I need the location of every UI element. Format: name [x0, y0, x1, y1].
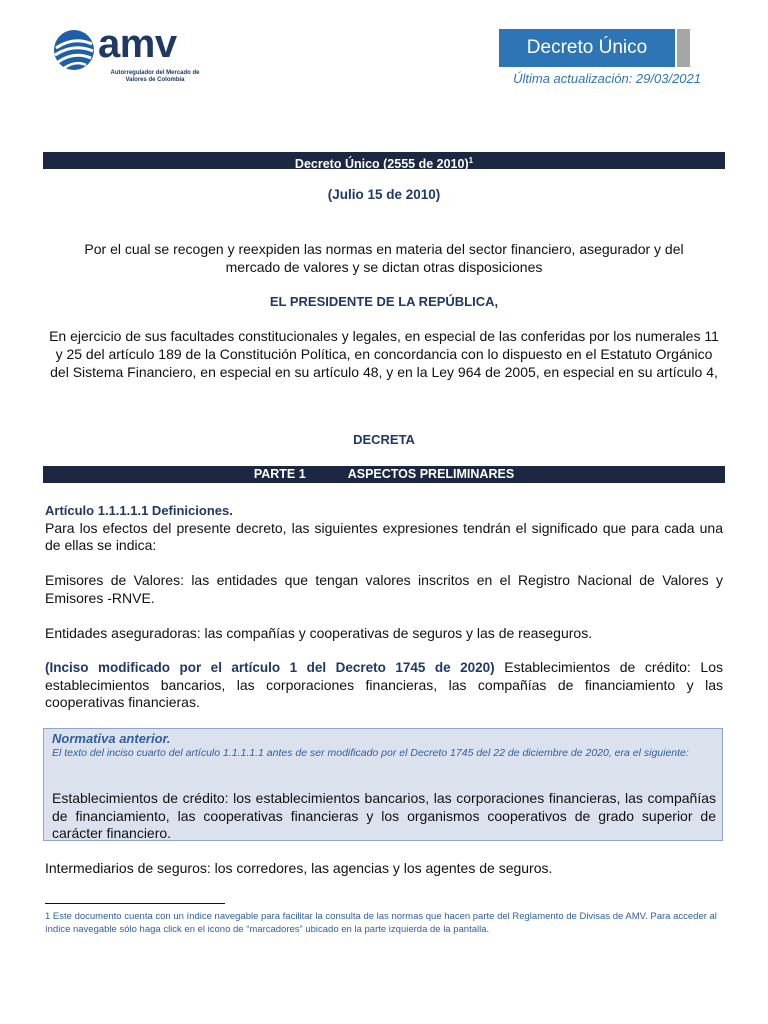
logo-tagline: Autorregulador del Mercado de Valores de Colombia [110, 70, 200, 83]
definition-credito [45, 659, 723, 712]
note-title: Normativa anterior. [52, 731, 171, 746]
footnote: 1 Este documento cuenta con un índice navegable para facilitar la consulta de las normas que hacen parte del Reglamento de Divisas de AMV. Para acceder al índice navegable sólo haga click en el icono de “marcadores” ubicado en la parte izquierda de la pantalla. [45, 911, 717, 935]
decree-purpose: Por el cual se recogen y reexpiden las normas en materia del sector financiero, asegurador y del mercado de valores y se dictan otras disposiciones [84, 241, 684, 275]
globe-icon [52, 28, 96, 72]
decreta-heading: DECRETA [353, 432, 415, 447]
note-body: Establecimientos de crédito: los establecimientos bancarios, las corporaciones financieras, las compañías de financiamiento, las cooperativas financieras y los organismos cooperativos de grado superior de carácter financiero. [52, 790, 716, 841]
title-text: Decreto Único (2555 de 2010) [294, 157, 469, 172]
part-number: PARTE 1 [253, 467, 306, 481]
note-subtitle: El texto del inciso cuarto del artículo 1.1.1.1.1 antes de ser modificado por el Decreto 1745 del 22 de diciembre de 2020, era el siguiente: [52, 747, 689, 759]
part-title: ASPECTOS PRELIMINARES [347, 467, 515, 481]
document-type-label: Decreto Único [526, 37, 648, 58]
article-block [45, 502, 723, 555]
amv-logo [52, 22, 212, 86]
part-bar [43, 466, 725, 483]
president-heading: EL PRESIDENTE DE LA REPÚBLICA, [269, 294, 499, 309]
definition-intermediarios: Intermediarios de seguros: los corredores, las agencias y los agentes de seguros. [45, 860, 553, 876]
article-heading: Artículo 1.1.1.1.1 Definiciones. [45, 503, 233, 518]
article-intro: Para los efectos del presente decreto, las siguientes expresiones tendrán el significado que para cada una de ellas se indica: [45, 519, 723, 553]
definition-aseguradoras: Entidades aseguradoras: las compañías y cooperativas de seguros y las de reaseguros. [45, 625, 593, 641]
document-type-box [499, 29, 691, 67]
credito-text: Establecimientos de crédito: Los establecimientos bancarios, las corporaciones financieras, las compañías de financiamiento y las cooperativas financieras. [45, 659, 723, 710]
previous-regulation-box [43, 728, 723, 841]
footnote-divider [45, 903, 225, 904]
title-bar [43, 152, 725, 172]
last-update-date: Última actualización: 29/03/2021 [513, 71, 701, 86]
definition-emisores: Emisores de Valores: las entidades que tengan valores inscritos en el Registro Nacional de Valores y Emisores -RNVE. [45, 572, 723, 606]
preamble: En ejercicio de sus facultades constitucionales y legales, en especial de las conferidas por los numerales 11 y 25 del artículo 189 de la Constitución Política, en concordancia con lo dispuesto en el Estatuto Orgánico del Sistema Financiero, en especial en su artículo 48, y en la Ley 964 de 2005, en especial en su artículo 4, [49, 328, 719, 380]
amendment-note: (Inciso modificado por el artículo 1 del Decreto 1745 de 2020) [45, 660, 495, 675]
logo-wordmark: amv [98, 22, 177, 66]
decree-date: (Julio 15 de 2010) [327, 187, 441, 202]
footnote-ref[interactable]: 1 [468, 156, 474, 165]
